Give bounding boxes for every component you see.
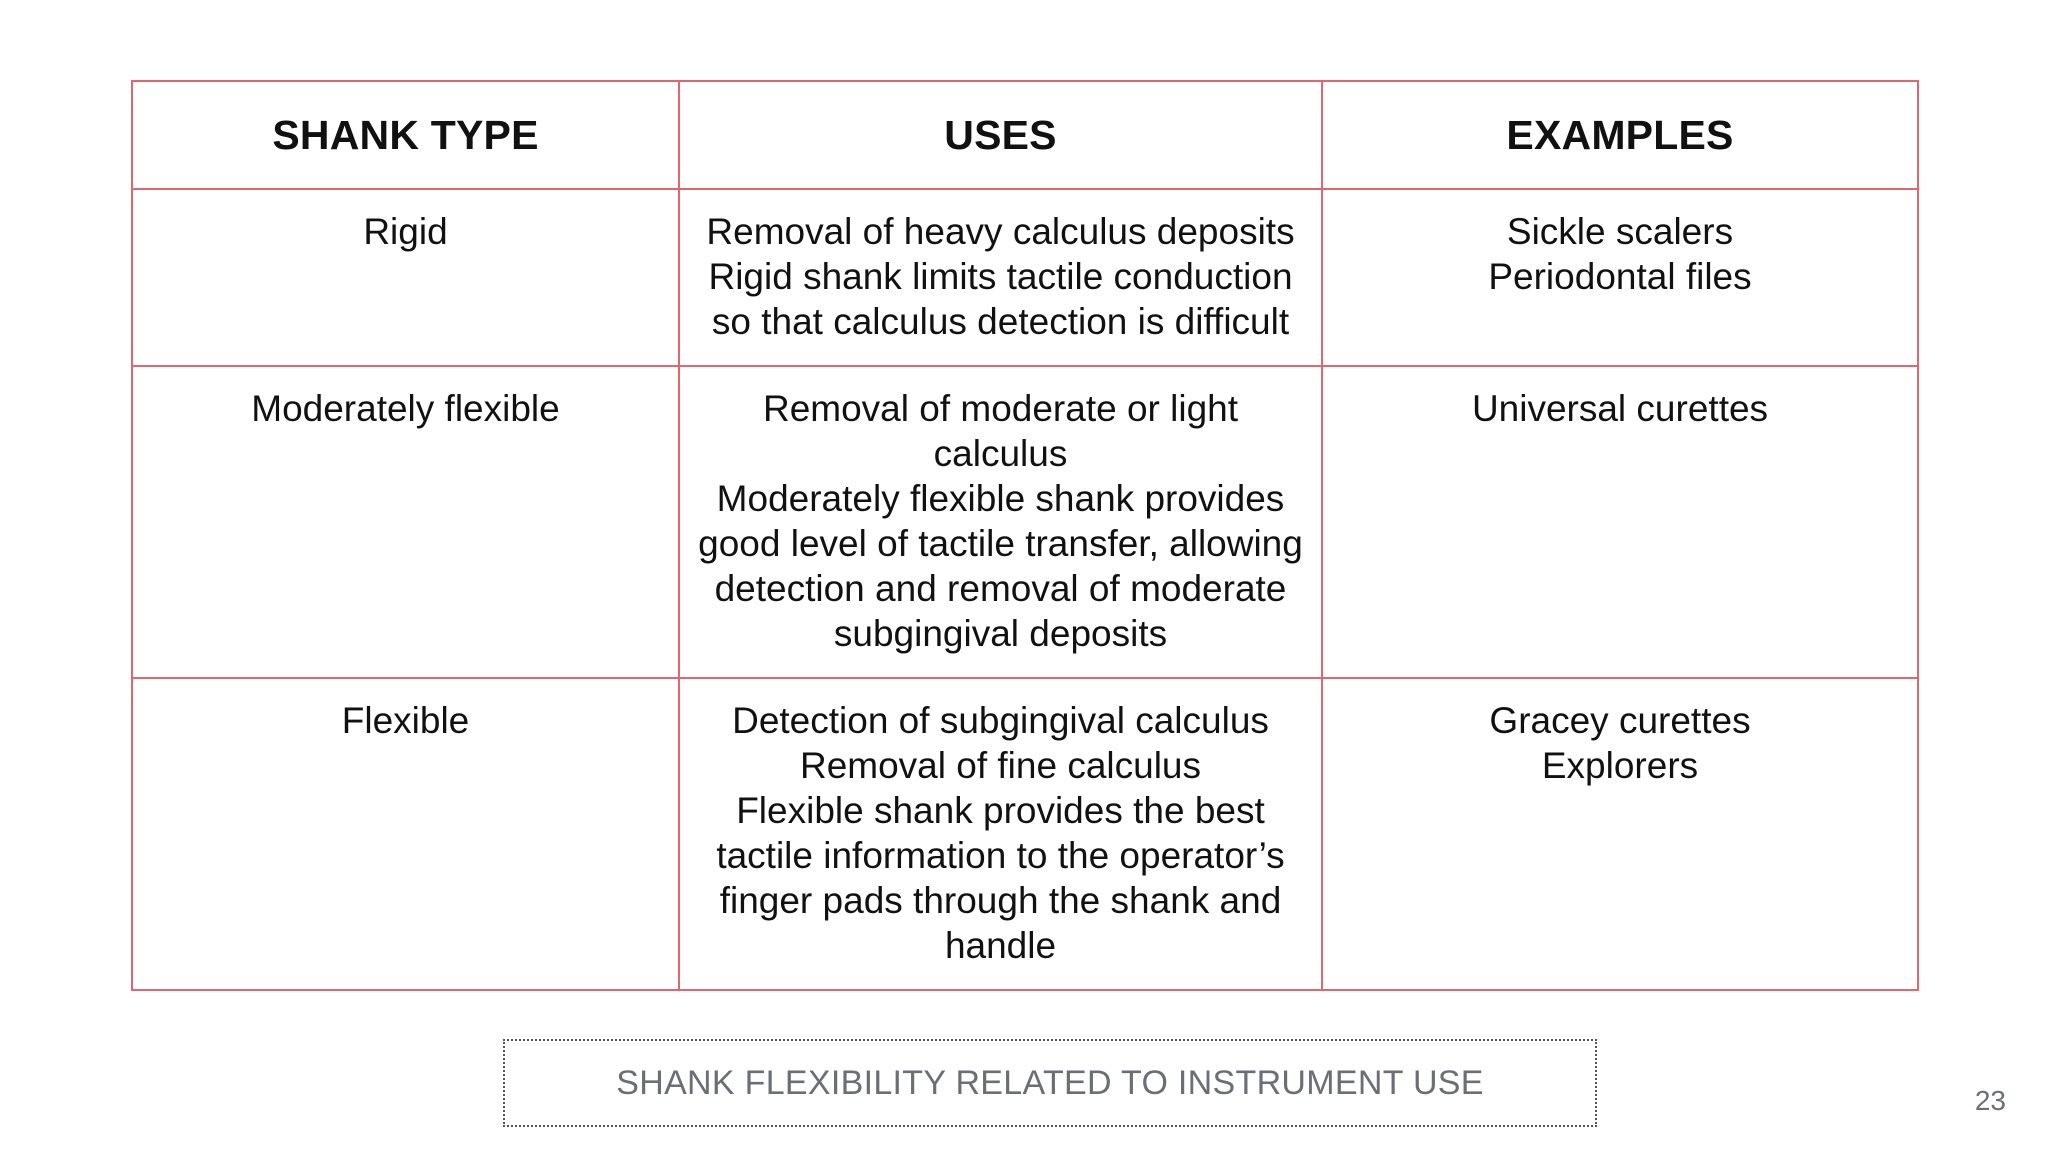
cell-shank-type: Rigid (132, 189, 679, 366)
uses-line: Detection of subgingival calculus (732, 700, 1269, 741)
uses-line: good level of tactile transfer, allowing (698, 523, 1303, 564)
uses-line: Rigid shank limits tactile conduction (708, 256, 1293, 297)
cell-uses (679, 678, 1322, 990)
example-line: Gracey curettes (1489, 700, 1751, 741)
uses-line: finger pads through the shank and (719, 880, 1282, 921)
uses-line: handle (944, 925, 1057, 966)
table-header-row (132, 81, 1918, 189)
cell-examples (1322, 366, 1918, 678)
caption-text: SHANK FLEXIBILITY RELATED TO INSTRUMENT USE (616, 1063, 1484, 1102)
uses-line: Moderately flexible shank provides (716, 478, 1285, 519)
cell-shank-type: Flexible (132, 678, 679, 990)
uses-line: Removal of moderate or light (762, 388, 1239, 429)
example-line: Sickle scalers (1506, 211, 1734, 252)
table-row (132, 678, 1918, 990)
caption-box (503, 1039, 1597, 1127)
uses-line: Removal of heavy calculus deposits (706, 211, 1295, 252)
header-examples: EXAMPLES (1322, 81, 1918, 189)
example-line: Universal curettes (1471, 388, 1769, 429)
table-row (132, 366, 1918, 678)
uses-line: detection and removal of moderate (714, 568, 1287, 609)
uses-line: tactile information to the operator’s (716, 835, 1285, 876)
cell-examples (1322, 678, 1918, 990)
table-row (132, 189, 1918, 366)
cell-uses (679, 366, 1322, 678)
cell-uses (679, 189, 1322, 366)
page-number: 23 (1974, 1085, 2006, 1116)
example-line: Periodontal files (1488, 256, 1752, 297)
uses-line: Removal of fine calculus (799, 745, 1202, 786)
cell-examples (1322, 189, 1918, 366)
uses-line: Flexible shank provides the best (736, 790, 1265, 831)
uses-line: subgingival deposits (833, 613, 1168, 654)
example-line: Explorers (1541, 745, 1699, 786)
uses-line: so that calculus detection is difficult (711, 301, 1290, 342)
header-uses: USES (679, 81, 1322, 189)
uses-line: calculus (933, 433, 1068, 474)
shank-table (131, 80, 1919, 991)
cell-shank-type: Moderately flexible (132, 366, 679, 678)
header-shank-type: SHANK TYPE (132, 81, 679, 189)
